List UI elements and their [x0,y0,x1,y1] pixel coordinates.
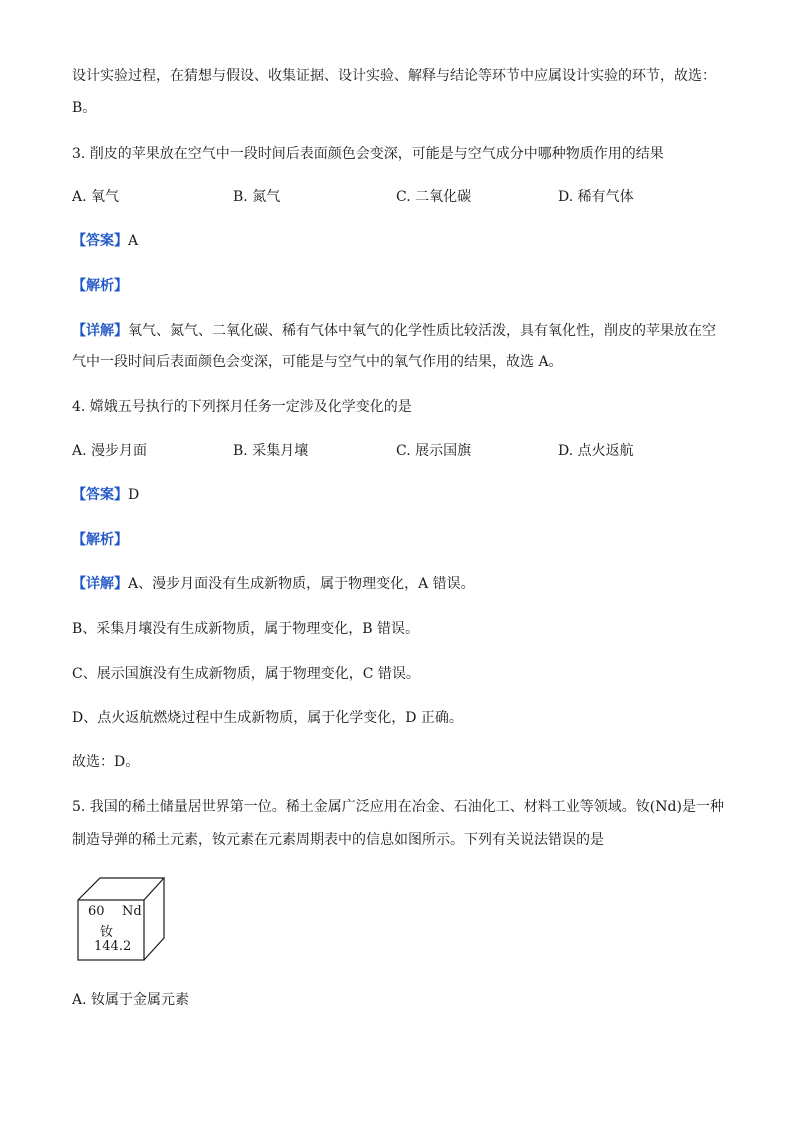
element-name: 钕 [100,925,114,940]
detail-tag: 【详解】 [72,576,128,592]
option-c: C. 展示国旗 [396,443,472,459]
analysis-line [72,530,128,550]
text-line: B。 [72,100,97,116]
question-5: 5. 我国的稀土储量居世界第一位。稀土金属广泛应用在冶金、石油化工、材料工业等领域。钕(Nd)是一种 [72,799,724,815]
conclusion-line: 故选：D。 [72,754,140,770]
atomic-mass: 144.2 [94,939,132,954]
answer-line [72,231,138,251]
answer-value: D [128,487,140,503]
answer-value: A [128,233,139,249]
answer-tag: 【答案】 [72,233,128,249]
detail-line [72,321,716,341]
option-d: D. 点火返航 [558,443,634,459]
option-b: B. 氮气 [233,189,281,205]
detail-line [72,574,475,594]
option-c: C. 二氧化碳 [396,189,472,205]
detail-text: A、漫步月面没有生成新物质，属于物理变化，A 错误。 [128,576,475,592]
answer-line [72,485,139,505]
text-line: 设计实验过程，在猜想与假设、收集证据、设计实验、解释与结论等环节中应属设计实验的环节，故选： [72,68,716,84]
question-5-cont: 制造导弹的稀土元素，钕元素在元素周期表中的信息如图所示。下列有关说法错误的是 [72,832,604,848]
option-a: A. 氧气 [72,189,120,205]
answer-tag: 【答案】 [72,487,128,503]
option-d: D. 稀有气体 [558,189,634,205]
detail-line: C、展示国旗没有生成新物质，属于物理变化，C 错误。 [72,666,420,682]
option-a: A. 钕属于金属元素 [72,992,190,1008]
detail-line: D、点火返航燃烧过程中生成新物质，属于化学变化，D 正确。 [72,710,463,726]
element-cell-figure [76,876,166,962]
question-4: 4. 嫦娥五号执行的下列探月任务一定涉及化学变化的是 [72,399,412,415]
detail-tag: 【详解】 [72,323,128,339]
detail-text: 氧气、氮气、二氧化碳、稀有气体中氧气的化学性质比较活泼，具有氧化性，削皮的苹果放在空 [128,323,716,339]
atomic-number: 60 [88,904,105,919]
option-b: B. 采集月壤 [233,443,309,459]
option-a: A. 漫步月面 [72,443,148,459]
analysis-tag: 【解析】 [72,278,128,294]
detail-line: 气中一段时间后表面颜色会变深，可能是与空气中的氧气作用的结果，故选 A。 [72,354,563,370]
detail-line: B、采集月壤没有生成新物质，属于物理变化，B 错误。 [72,621,420,637]
question-3: 3. 削皮的苹果放在空气中一段时间后表面颜色会变深，可能是与空气成分中哪种物质作用的结果 [72,146,664,162]
analysis-line [72,276,128,296]
analysis-tag: 【解析】 [72,532,128,548]
element-symbol: Nd [122,904,142,919]
